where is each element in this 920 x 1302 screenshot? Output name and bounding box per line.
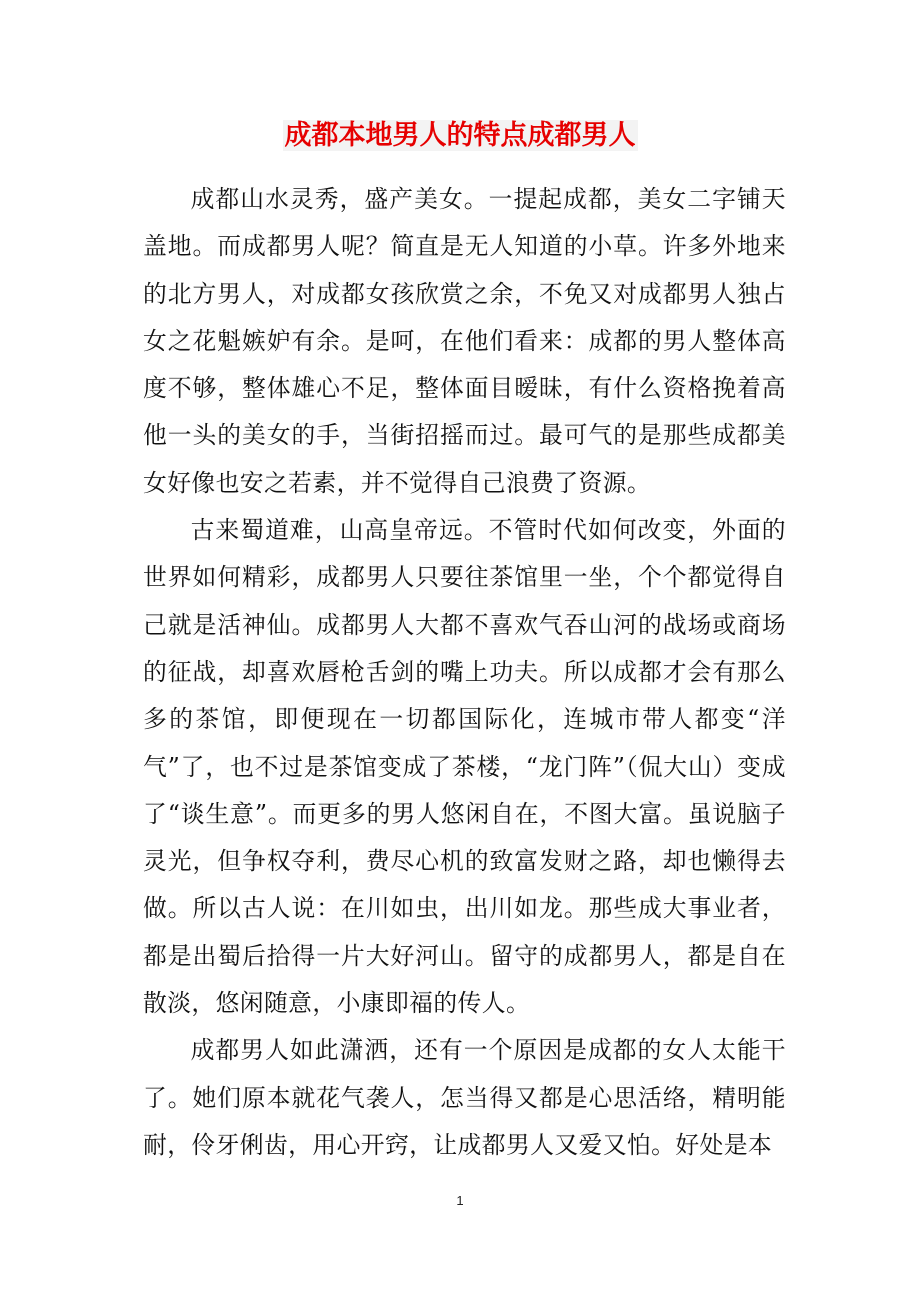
document-body: [143, 176, 786, 1169]
paragraph-1: 成都山水灵秀，盛产美女。一提起成都，美女二字铺天盖地。而成都男人呢？简直是无人知道的小草。许多外地来的北方男人，对成都女孩欣赏之余，不免又对成都男人独占女之花魁嫉妒有余。是呵，在他们看来：成都的男人整体高度不够，整体雄心不足，整体面目暧昧，有什么资格挽着高他一头的美女的手，当街招摇而过。最可气的是那些成都美女好像也安之若素，并不觉得自己浪费了资源。: [143, 185, 786, 497]
paragraph-3: 成都男人如此潇洒，还有一个原因是成都的女人太能干了。她们原本就花气袭人，怎当得又都是心思活络，精明能耐，伶牙俐齿，用心开窍，让成都男人又爱又怕。好处是本: [143, 1036, 786, 1159]
document-title-text: 成都本地男人的特点成都男人: [284, 120, 636, 151]
page-number: 1: [456, 1193, 464, 1208]
document-title: [0, 116, 920, 156]
paragraph-2: 古来蜀道难，山高皇帝远。不管时代如何改变，外面的世界如何精彩，成都男人只要往茶馆里一坐，个个都觉得自己就是活神仙。成都男人大都不喜欢气吞山河的战场或商场的征战，却喜欢唇枪舌剑的嘴上功夫。所以成都才会有那么多的茶馆，即便现在一切都国际化，连城市带人都变“洋气”了，也不过是茶馆变成了茶楼，“龙门阵”（侃大山）变成了“谈生意”。而更多的男人悠闲自在，不图大富。虽说脑子灵光，但争权夺利，费尽心机的致富发财之路，却也懒得去做。所以古人说：在川如虫，出川如龙。那些成大事业者，都是出蜀后拾得一片大好河山。留守的成都男人，都是自在散淡，悠闲随意，小康即福的传人。: [143, 516, 786, 1018]
